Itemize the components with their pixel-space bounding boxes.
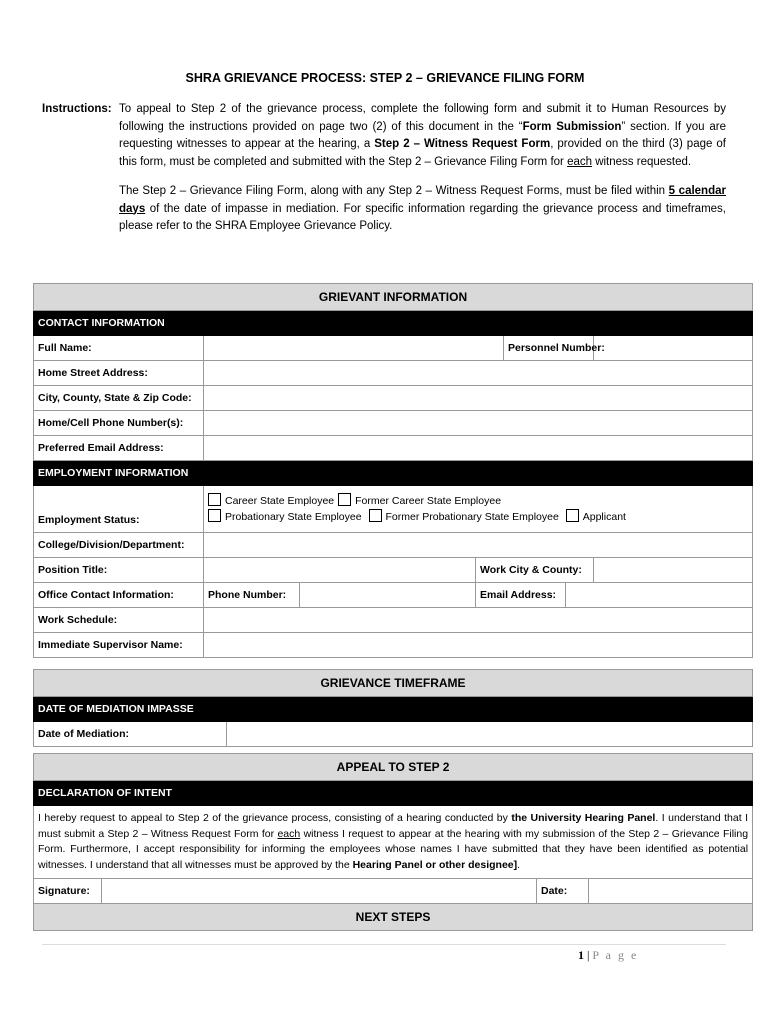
supervisor-field[interactable]: [204, 633, 753, 658]
email-address-field[interactable]: [566, 583, 753, 608]
email-address-label: Email Address:: [476, 583, 566, 608]
home-address-label: Home Street Address:: [34, 361, 204, 386]
work-schedule-field[interactable]: [204, 608, 753, 633]
full-name-label: Full Name:: [34, 336, 204, 361]
grievant-section: [33, 283, 752, 658]
instructions: [42, 101, 726, 248]
appeal-header: APPEAL TO STEP 2: [34, 754, 753, 781]
office-contact-label: Office Contact Information:: [34, 583, 204, 608]
grievant-information-header: GRIEVANT INFORMATION: [34, 284, 753, 311]
form-title: SHRA GRIEVANCE PROCESS: STEP 2 – GRIEVANCE FILING FORM: [185, 71, 585, 85]
position-title-label: Position Title:: [34, 558, 204, 583]
phone-number-label: Phone Number:: [204, 583, 300, 608]
date-label: Date:: [537, 879, 589, 904]
former-probationary-checkbox[interactable]: [369, 509, 382, 522]
city-county-field[interactable]: [204, 386, 753, 411]
appeal-section: [33, 753, 752, 931]
footer-divider: [42, 944, 726, 945]
phone-field[interactable]: [204, 411, 753, 436]
work-city-label: Work City & County:: [476, 558, 594, 583]
declaration-header: DECLARATION OF INTENT: [34, 781, 753, 806]
instructions-paragraph-2: The Step 2 – Grievance Filing Form, along with any Step 2 – Witness Request Forms, must be filed within 5 calendar days of the date of impasse in mediation. For specific information regarding the grievance process and timeframes, please refer to the SHRA Employee Grievance Policy.: [119, 185, 726, 232]
employment-status-label: Employment Status:: [34, 486, 204, 533]
former-career-checkbox[interactable]: [338, 493, 351, 506]
work-city-field[interactable]: [594, 558, 753, 583]
college-label: College/Division/Department:: [34, 533, 204, 558]
signature-label: Signature:: [34, 879, 102, 904]
career-state-checkbox[interactable]: [208, 493, 221, 506]
personnel-number-label: Personnel Number:: [504, 336, 594, 361]
next-steps-header: NEXT STEPS: [34, 904, 753, 931]
instructions-paragraph-1: To appeal to Step 2 of the grievance process, complete the following form and submit it to Human Resources by following the instructions provided on page two (2) of this document in the “Form Submission” section. If you are requesting witnesses to appear at the hearing, a Step 2 – Witness Request Form, provided on the third (3) page of this form, must be completed and submitted with the Step 2 – Grievance Filing Form for each witness requested.: [119, 103, 726, 168]
mediation-impasse-header: DATE OF MEDIATION IMPASSE: [34, 697, 753, 722]
home-address-field[interactable]: [204, 361, 753, 386]
contact-information-header: CONTACT INFORMATION: [34, 311, 753, 336]
email-label: Preferred Email Address:: [34, 436, 204, 461]
grievance-timeframe-header: GRIEVANCE TIMEFRAME: [34, 670, 753, 697]
declaration-text: I hereby request to appeal to Step 2 of the grievance process, consisting of a hearing conducted by the University Hearing Panel. I understand that I must submit a Step 2 – Witness Request Form for each witness I request to appear at the hearing with my submission of the Step 2 – Grievance Filing Form. Furthermore, I accept responsibility for informing the employees whose names I have submitted that they have been identified as potential witnesses. I understand that all witnesses must be approved by the Hearing Panel or other designee].: [34, 806, 753, 879]
timeframe-section: [33, 669, 752, 747]
city-county-label: City, County, State & Zip Code:: [34, 386, 204, 411]
full-name-field[interactable]: [204, 336, 504, 361]
college-field[interactable]: [204, 533, 753, 558]
email-field[interactable]: [204, 436, 753, 461]
work-schedule-label: Work Schedule:: [34, 608, 204, 633]
signature-field[interactable]: [102, 879, 537, 904]
date-of-mediation-label: Date of Mediation:: [34, 722, 227, 747]
position-title-field[interactable]: [204, 558, 476, 583]
probationary-checkbox[interactable]: [208, 509, 221, 522]
personnel-number-field[interactable]: [594, 336, 753, 361]
phone-label: Home/Cell Phone Number(s):: [34, 411, 204, 436]
date-field[interactable]: [589, 879, 753, 904]
page-number: 1 | P a g e: [578, 948, 639, 962]
instructions-label: Instructions:: [42, 103, 112, 115]
employment-status-options: Career State Employee Former Career State Employee Probationary State Employee Former Probationary State Employee Applicant: [204, 486, 753, 533]
applicant-checkbox[interactable]: [566, 509, 579, 522]
supervisor-label: Immediate Supervisor Name:: [34, 633, 204, 658]
phone-number-field[interactable]: [300, 583, 476, 608]
date-of-mediation-field[interactable]: [227, 722, 753, 747]
employment-information-header: EMPLOYMENT INFORMATION: [34, 461, 753, 486]
